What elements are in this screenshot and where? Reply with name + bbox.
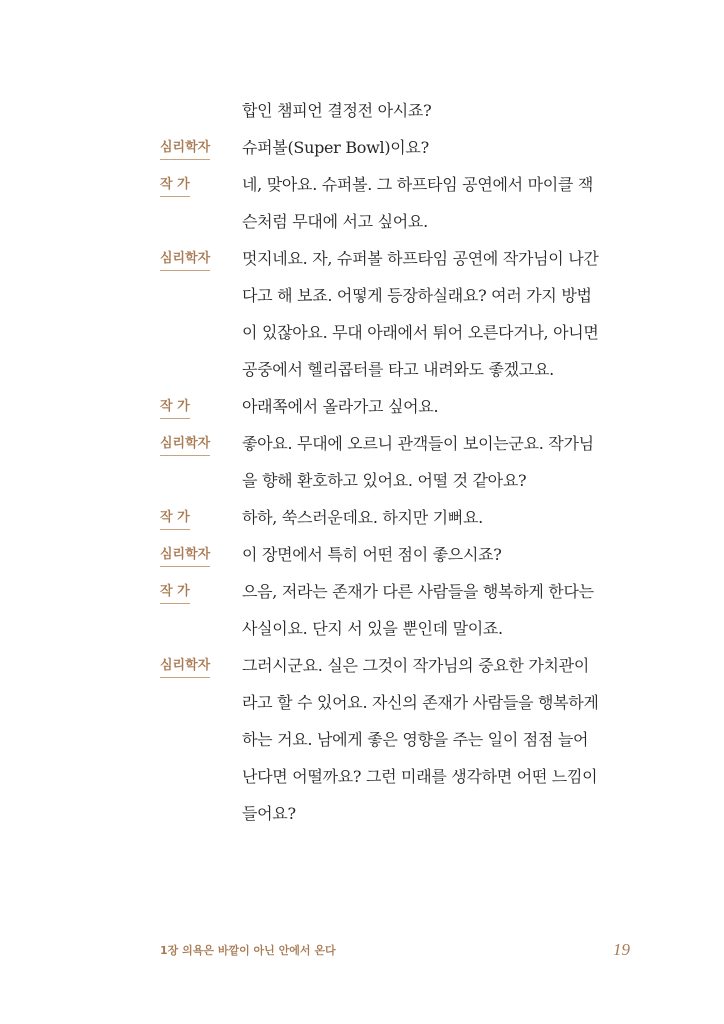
speech-text: [242, 425, 640, 499]
speech-text: [242, 388, 640, 425]
speech-line: 하는 거요. 남에게 좋은 영향을 주는 일이 점점 늘어: [242, 730, 589, 749]
speaker-label: [160, 647, 242, 684]
dialogue-turn: [160, 499, 640, 536]
speech-line: 그러시군요. 실은 그것이 작가님의 중요한 가치관이: [242, 656, 589, 675]
speech-line: 들어요?: [242, 804, 296, 823]
speech-line: 공중에서 헬리콥터를 타고 내려와도 좋겠고요.: [242, 360, 554, 379]
dialogue-turn: [160, 647, 640, 832]
speaker-name: 심리학자: [160, 250, 210, 271]
speaker-label: [160, 499, 242, 536]
speaker-name: 심리학자: [160, 546, 210, 567]
dialogue-turn: [160, 240, 640, 388]
speaker-label: [160, 536, 242, 573]
speech-line: 하하, 쑥스러운데요. 하지만 기뻐요.: [242, 508, 483, 527]
speech-text: [242, 536, 640, 573]
speech-text: [242, 647, 640, 832]
dialogue-turn: [160, 573, 640, 647]
speech-line: 이 있잖아요. 무대 아래에서 튀어 오른다거나, 아니면: [242, 323, 599, 342]
speech-text: [242, 129, 640, 166]
speech-line: 난다면 어떨까요? 그런 미래를 생각하면 어떤 느낌이: [242, 767, 598, 786]
speaker-label: [160, 573, 242, 610]
speech-text: [242, 573, 640, 647]
speech-line: 을 향해 환호하고 있어요. 어떨 것 같아요?: [242, 471, 527, 490]
speaker-name: 심리학자: [160, 435, 210, 456]
speaker-label: [160, 129, 242, 166]
speaker-label: [160, 425, 242, 462]
speech-line: 좋아요. 무대에 오르니 관객들이 보이는군요. 작가님: [242, 434, 594, 453]
speech-line: 아래쪽에서 올라가고 싶어요.: [242, 397, 439, 416]
speech-text: [242, 92, 640, 129]
speaker-label: [160, 92, 242, 129]
speech-line: 슈퍼볼(Super Bowl)이요?: [242, 138, 429, 157]
dialogue-turn: [160, 536, 640, 573]
speaker-label: [160, 166, 242, 203]
speaker-name: 작 가: [160, 176, 190, 197]
speech-line: 다고 해 보죠. 어떻게 등장하실래요? 여러 가지 방법: [242, 286, 592, 305]
speaker-name: 심리학자: [160, 657, 210, 678]
dialogue-body: [160, 92, 640, 832]
speaker-name: 작 가: [160, 583, 190, 604]
speech-line: 멋지네요. 자, 슈퍼볼 하프타임 공연에 작가님이 나간: [242, 249, 599, 268]
speech-line: 슨처럼 무대에 서고 싶어요.: [242, 212, 428, 231]
speaker-label: [160, 388, 242, 425]
speaker-name: 심리학자: [160, 139, 210, 160]
speech-line: 이 장면에서 특히 어떤 점이 좋으시죠?: [242, 545, 502, 564]
dialogue-turn: [160, 92, 640, 129]
speech-line: 으음, 저라는 존재가 다른 사람들을 행복하게 한다는: [242, 582, 594, 601]
speech-line: 합인 챔피언 결정전 아시죠?: [242, 101, 432, 120]
speech-line: 네, 맞아요. 슈퍼볼. 그 하프타임 공연에서 마이클 잭: [242, 175, 593, 194]
speech-text: [242, 166, 640, 240]
page-number: 19: [613, 940, 630, 959]
speech-text: [242, 240, 640, 388]
speaker-label: [160, 240, 242, 277]
dialogue-turn: [160, 425, 640, 499]
speech-line: 라고 할 수 있어요. 자신의 존재가 사람들을 행복하게: [242, 693, 599, 712]
page-footer: [160, 940, 630, 960]
speaker-name: 작 가: [160, 398, 190, 419]
speech-text: [242, 499, 640, 536]
speech-line: 사실이요. 단지 서 있을 뿐인데 말이죠.: [242, 619, 503, 638]
speaker-name: 작 가: [160, 509, 190, 530]
chapter-title: 1장 의욕은 바깥이 아닌 안에서 온다: [160, 944, 336, 957]
dialogue-turn: [160, 166, 640, 240]
dialogue-turn: [160, 129, 640, 166]
dialogue-turn: [160, 388, 640, 425]
